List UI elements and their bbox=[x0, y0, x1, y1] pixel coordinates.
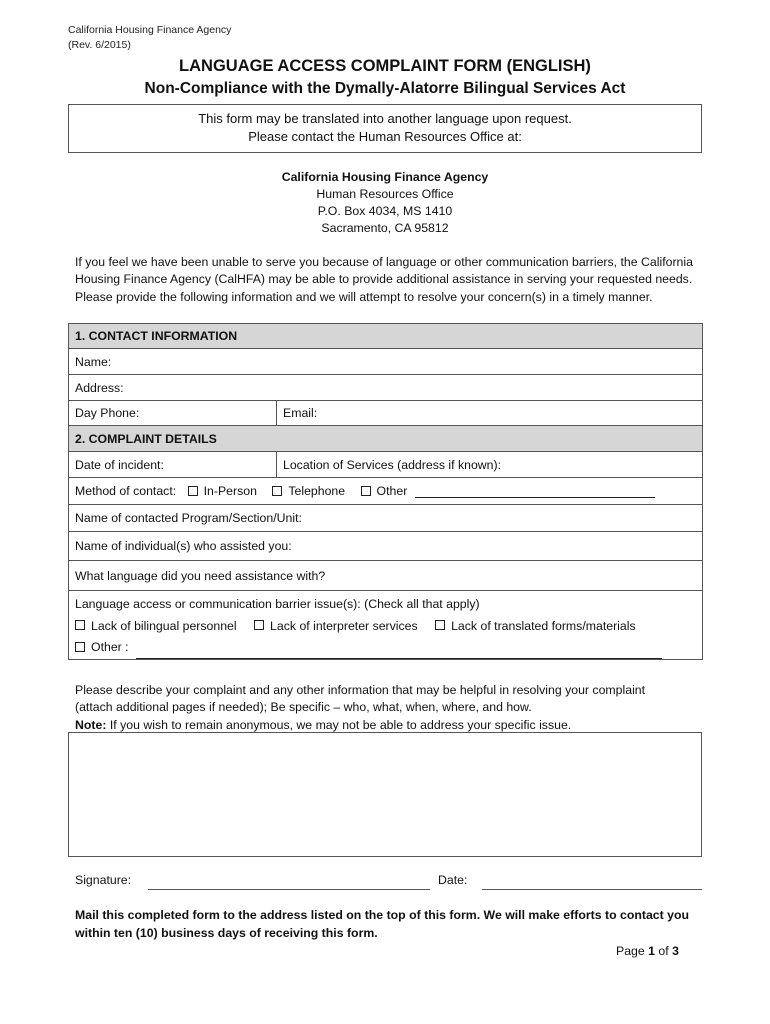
name-label: Name: bbox=[75, 354, 112, 369]
barrier-issues-cell bbox=[69, 591, 703, 660]
language-label: What language did you need assistance with? bbox=[75, 568, 326, 583]
program-field[interactable] bbox=[69, 505, 703, 532]
address-office: Human Resources Office bbox=[316, 187, 454, 201]
section-contact-heading: 1. CONTACT INFORMATION bbox=[69, 324, 703, 349]
date-of-incident-field[interactable] bbox=[69, 452, 277, 478]
translation-notice-box bbox=[68, 104, 702, 153]
other-barrier-checkbox[interactable] bbox=[75, 642, 85, 652]
individuals-label: Name of individual(s) who assisted you: bbox=[75, 539, 292, 553]
other-barrier-label: Other : bbox=[91, 640, 129, 654]
language-field[interactable] bbox=[69, 561, 703, 591]
address-agency: California Housing Finance Agency bbox=[281, 170, 489, 184]
name-field[interactable] bbox=[69, 349, 703, 375]
form-title: LANGUAGE ACCESS COMPLAINT FORM (ENGLISH) bbox=[179, 57, 591, 75]
bilingual-personnel-label: Lack of bilingual personnel bbox=[91, 618, 237, 633]
program-label: Name of contacted Program/Section/Unit: bbox=[75, 511, 302, 525]
form-subtitle: Non-Compliance with the Dymally-Alatorre Bilingual Services Act bbox=[144, 80, 626, 97]
complaint-description-box[interactable] bbox=[68, 732, 702, 857]
address-field[interactable] bbox=[69, 375, 703, 401]
individuals-field[interactable] bbox=[69, 532, 703, 561]
address-label: Address: bbox=[75, 380, 124, 395]
day-phone-field[interactable] bbox=[69, 401, 277, 426]
address-po-box: P.O. Box 4034, MS 1410 bbox=[317, 204, 453, 218]
note-text: If you wish to remain anonymous, we may not be able to address your specific issue. bbox=[106, 717, 572, 732]
describe-line-2: (attach additional pages if needed); Be specific – who, what, when, where, and how. bbox=[75, 700, 532, 715]
mail-line-1: Mail this completed form to the address listed on the top of this form. We will make efforts to contact you bbox=[75, 908, 690, 922]
section-complaint-heading: 2. COMPLAINT DETAILS bbox=[69, 426, 703, 452]
translated-forms-checkbox[interactable] bbox=[435, 620, 445, 630]
location-field[interactable] bbox=[277, 452, 703, 478]
notice-line-1: This form may be translated into another language upon request. bbox=[198, 111, 572, 126]
page-total: 3 bbox=[672, 944, 679, 958]
page-of: of bbox=[654, 944, 673, 958]
agency-name: California Housing Finance Agency bbox=[68, 24, 232, 36]
interpreter-services-checkbox[interactable] bbox=[254, 620, 264, 630]
intro-paragraph: If you feel we have been unable to serve you because of language or other communication barriers, the California Housing Finance Agency (CalHFA) may be able to provide additional assistance in serving your requested needs. Please provide the following information and we will attempt to resolve your concern(s) in a timely manner. bbox=[75, 255, 693, 304]
method-label: Method of contact: bbox=[75, 484, 177, 498]
telephone-checkbox[interactable] bbox=[272, 486, 282, 496]
in-person-checkbox[interactable] bbox=[188, 486, 198, 496]
describe-line-1: Please describe your complaint and any other information that may be helpful in resolving your complaint bbox=[75, 683, 646, 697]
telephone-label: Telephone bbox=[288, 484, 346, 498]
signature-line[interactable] bbox=[148, 888, 430, 890]
notice-line-2: Please contact the Human Resources Office at: bbox=[248, 129, 522, 144]
in-person-label: In-Person bbox=[203, 484, 257, 498]
other-contact-label: Other bbox=[376, 484, 408, 498]
email-field[interactable] bbox=[277, 401, 703, 426]
date-label: Date: bbox=[438, 873, 468, 887]
date-of-incident-label: Date of incident: bbox=[75, 457, 164, 472]
mail-instructions bbox=[75, 906, 700, 942]
describe-instructions bbox=[75, 682, 695, 734]
translated-forms-label: Lack of translated forms/materials bbox=[451, 618, 636, 633]
other-contact-input[interactable] bbox=[415, 485, 655, 498]
barrier-issues-label: Language access or communication barrier issue(s): (Check all that apply) bbox=[75, 597, 480, 611]
complaint-form-table bbox=[68, 323, 703, 660]
day-phone-label: Day Phone: bbox=[75, 406, 140, 420]
location-label: Location of Services (address if known): bbox=[283, 457, 502, 472]
page-prefix: Page bbox=[616, 944, 649, 958]
email-label: Email: bbox=[283, 406, 318, 420]
address-city: Sacramento, CA 95812 bbox=[321, 221, 449, 235]
page-current: 1 bbox=[648, 944, 655, 958]
other-contact-checkbox[interactable] bbox=[361, 486, 371, 496]
method-of-contact-row bbox=[69, 478, 703, 505]
other-barrier-input[interactable] bbox=[136, 646, 662, 659]
bilingual-personnel-checkbox[interactable] bbox=[75, 620, 85, 630]
interpreter-services-label: Lack of interpreter services bbox=[270, 618, 418, 633]
note-label: Note: bbox=[75, 717, 107, 732]
signature-label: Signature: bbox=[75, 873, 132, 887]
page-number bbox=[616, 944, 679, 958]
revision-label: (Rev. 6/2015) bbox=[68, 39, 131, 51]
mail-line-2: within ten (10) business days of receiving this form. bbox=[75, 926, 378, 940]
date-line[interactable] bbox=[482, 888, 702, 890]
